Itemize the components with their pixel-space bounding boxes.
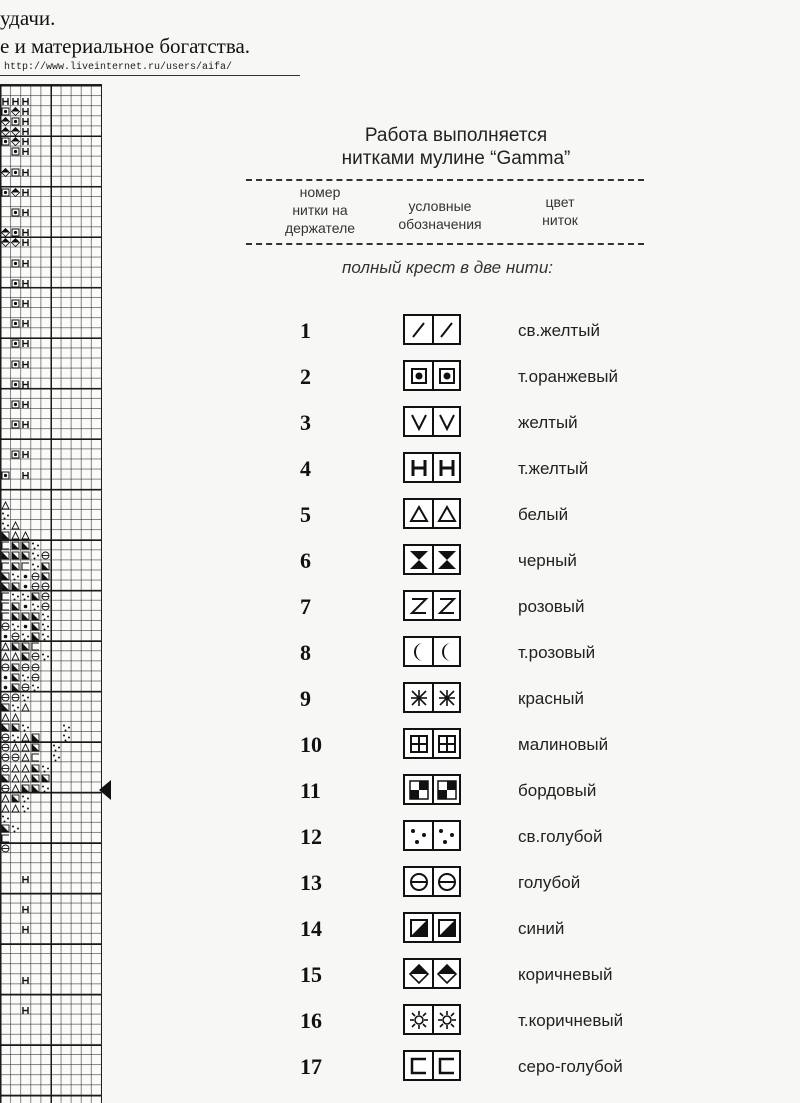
chart-symbol-ibeam bbox=[11, 97, 20, 106]
slash-icon bbox=[403, 314, 461, 345]
chart-symbol-triangle bbox=[11, 531, 20, 540]
chart-symbol-half-square bbox=[31, 784, 40, 793]
chart-symbol-diamond bbox=[11, 107, 20, 116]
legend-row bbox=[300, 360, 660, 394]
chart-symbol-dot-square bbox=[11, 339, 20, 348]
chart-symbol-theta bbox=[41, 602, 50, 611]
chart-symbol-ibeam bbox=[21, 875, 30, 884]
chart-symbol-half-square bbox=[31, 632, 40, 641]
chart-symbol-dots bbox=[41, 612, 50, 621]
chart-symbol-dots bbox=[21, 723, 30, 732]
chart-symbol-dots bbox=[31, 562, 40, 571]
chart-symbol-half-square bbox=[1, 551, 10, 560]
legend-row bbox=[300, 728, 660, 762]
chart-symbol-ibeam bbox=[21, 238, 30, 247]
chart-symbol-triangle bbox=[1, 804, 10, 813]
chart-symbol-theta bbox=[11, 693, 20, 702]
thread-number: 4 bbox=[300, 456, 311, 481]
crescent-icon bbox=[403, 636, 461, 667]
chart-symbol-ibeam bbox=[21, 259, 30, 268]
i-beam-icon bbox=[403, 452, 461, 483]
chart-symbol-dots bbox=[1, 511, 10, 520]
chart-symbol-half-square bbox=[31, 592, 40, 601]
chart-symbol-half-square bbox=[1, 703, 10, 712]
thread-number: 3 bbox=[300, 410, 311, 435]
chart-symbol-triangle bbox=[1, 652, 10, 661]
chart-symbol-dots bbox=[11, 824, 20, 833]
chart-symbol-dots bbox=[11, 592, 20, 601]
chart-symbol-half-square bbox=[11, 723, 20, 732]
chart-symbol-half-square bbox=[21, 551, 30, 560]
chart-symbol-dot-square bbox=[11, 168, 20, 177]
chart-symbol-ibeam bbox=[21, 905, 30, 914]
url-underline bbox=[0, 75, 300, 76]
chart-symbol-half-square bbox=[11, 541, 20, 550]
chart-symbol-dots bbox=[62, 723, 71, 732]
chart-symbol-dot-square bbox=[11, 400, 20, 409]
chart-symbol-ibeam bbox=[21, 208, 30, 217]
chart-symbol-ibeam bbox=[21, 400, 30, 409]
chart-symbol-triangle bbox=[21, 764, 30, 773]
chart-symbol-theta bbox=[41, 551, 50, 560]
chart-symbol-corner-box bbox=[1, 541, 10, 550]
thread-color-name: серо-голубой bbox=[518, 1057, 623, 1076]
chart-symbol-dots bbox=[21, 632, 30, 641]
chart-symbol-triangle bbox=[11, 652, 20, 661]
chart-symbol-bullet bbox=[21, 572, 30, 581]
chart-symbol-theta bbox=[31, 663, 40, 672]
chart-symbol-ibeam bbox=[21, 279, 30, 288]
chart-symbol-theta bbox=[21, 683, 30, 692]
chart-symbol-half-square bbox=[1, 723, 10, 732]
chart-symbol-theta bbox=[21, 663, 30, 672]
chart-symbol-ibeam bbox=[21, 319, 30, 328]
cross-stitch-chart-fragment bbox=[0, 84, 102, 1103]
chart-symbol-dots bbox=[1, 521, 10, 530]
chart-symbol-diamond bbox=[11, 238, 20, 247]
chart-symbol-triangle bbox=[21, 774, 30, 783]
column-header-color: цвет ниток bbox=[542, 194, 578, 228]
chart-symbol-theta bbox=[1, 663, 10, 672]
chart-symbol-half-square bbox=[11, 794, 20, 803]
chart-symbol-half-square bbox=[21, 642, 30, 651]
chart-symbol-ibeam bbox=[21, 299, 30, 308]
thread-color-name: розовый bbox=[518, 597, 585, 616]
thread-color-name: бордовый bbox=[518, 781, 597, 800]
chart-symbol-dot-square bbox=[1, 188, 10, 197]
legend-row bbox=[300, 866, 660, 900]
chart-symbol-corner-box bbox=[31, 642, 40, 651]
bracket-c-icon bbox=[403, 1050, 461, 1081]
chart-symbol-ibeam bbox=[21, 97, 30, 106]
chart-symbol-dot-square bbox=[11, 360, 20, 369]
thread-number: 8 bbox=[300, 640, 311, 665]
chart-symbol-dot-square bbox=[1, 137, 10, 146]
chart-symbol-dot-square bbox=[1, 107, 10, 116]
chart-symbol-ibeam bbox=[21, 1006, 30, 1015]
chart-symbol-half-square bbox=[11, 642, 20, 651]
chart-symbol-dot-square bbox=[11, 319, 20, 328]
thread-color-name: св.желтый bbox=[518, 321, 600, 340]
legend-row bbox=[300, 912, 660, 946]
chart-symbol-half-square bbox=[1, 824, 10, 833]
chart-symbol-dots bbox=[52, 743, 61, 752]
legend-row bbox=[300, 682, 660, 716]
thread-color-name: т.желтый bbox=[518, 459, 589, 478]
chart-symbol-bullet bbox=[21, 582, 30, 591]
chart-symbol-half-square bbox=[1, 774, 10, 783]
chart-symbol-dots bbox=[31, 541, 40, 550]
chart-symbol-theta bbox=[1, 622, 10, 631]
header-text-line-1: удачи. bbox=[0, 6, 56, 30]
thread-color-name: белый bbox=[518, 505, 569, 524]
chart-symbol-dots bbox=[31, 683, 40, 692]
chart-symbol-ibeam bbox=[21, 168, 30, 177]
chart-symbol-bullet bbox=[1, 673, 10, 682]
chart-symbol-dots bbox=[62, 733, 71, 742]
chart-symbol-half-square bbox=[41, 572, 50, 581]
z-shape-icon bbox=[403, 590, 461, 621]
thread-number: 5 bbox=[300, 502, 311, 527]
column-header-symbol: условные обозначения bbox=[398, 198, 482, 232]
chart-symbol-half-square bbox=[41, 562, 50, 571]
thread-number: 6 bbox=[300, 548, 311, 573]
triangle-outline-icon bbox=[403, 498, 461, 529]
chart-symbol-dots bbox=[11, 703, 20, 712]
chart-symbol-dot-square bbox=[11, 420, 20, 429]
chart-symbol-half-square bbox=[31, 764, 40, 773]
chart-symbol-ibeam bbox=[21, 147, 30, 156]
legend-row bbox=[300, 314, 660, 348]
chart-symbol-dots bbox=[11, 733, 20, 742]
chart-symbol-half-square bbox=[31, 743, 40, 752]
chart-symbol-ibeam bbox=[21, 339, 30, 348]
chart-symbol-half-square bbox=[1, 582, 10, 591]
thread-color-name: желтый bbox=[518, 413, 578, 432]
chart-symbol-dot-square bbox=[11, 279, 20, 288]
chart-symbol-dots bbox=[41, 764, 50, 773]
chart-symbol-corner-box bbox=[1, 602, 10, 611]
thread-color-name: синий bbox=[518, 919, 565, 938]
chart-symbol-corner-box bbox=[1, 834, 10, 843]
legend-row bbox=[300, 1004, 660, 1038]
chart-symbol-dots bbox=[41, 622, 50, 631]
chart-symbol-ibeam bbox=[21, 127, 30, 136]
legend-row bbox=[300, 1050, 660, 1084]
chart-symbol-theta bbox=[1, 753, 10, 762]
chart-symbol-half-square bbox=[21, 612, 30, 621]
chart-symbol-dots bbox=[21, 592, 30, 601]
checker-icon bbox=[403, 774, 461, 805]
chart-symbol-diamond bbox=[11, 127, 20, 136]
chart-symbol-triangle bbox=[1, 713, 10, 722]
chart-symbol-dots bbox=[21, 673, 30, 682]
chart-symbol-dots bbox=[21, 794, 30, 803]
chart-symbol-half-square bbox=[11, 612, 20, 621]
chart-symbol-triangle bbox=[21, 743, 30, 752]
chart-symbol-half-square bbox=[1, 531, 10, 540]
chart-symbol-dots bbox=[41, 652, 50, 661]
chart-symbol-triangle bbox=[1, 794, 10, 803]
thread-number: 12 bbox=[300, 824, 322, 849]
chart-symbol-triangle bbox=[21, 703, 30, 712]
chart-symbol-ibeam bbox=[21, 471, 30, 480]
thread-number: 14 bbox=[300, 916, 322, 941]
thread-color-name: св.голубой bbox=[518, 827, 603, 846]
chart-symbol-corner-box bbox=[21, 562, 30, 571]
thread-color-name: малиновый bbox=[518, 735, 609, 754]
chart-symbol-ibeam bbox=[21, 380, 30, 389]
chart-symbol-dots bbox=[11, 572, 20, 581]
chart-symbol-half-square bbox=[31, 622, 40, 631]
dashed-divider-bottom bbox=[246, 243, 644, 245]
chart-symbol-half-square bbox=[11, 582, 20, 591]
chart-symbol-dots bbox=[11, 622, 20, 631]
half-filled-square-icon bbox=[403, 912, 461, 943]
thread-color-name: т.коричневый bbox=[518, 1011, 624, 1030]
thread-number: 16 bbox=[300, 1008, 322, 1033]
chart-symbol-triangle bbox=[21, 733, 30, 742]
chart-symbol-theta bbox=[1, 784, 10, 793]
chart-symbol-half-square bbox=[21, 784, 30, 793]
three-dots-icon bbox=[403, 820, 461, 851]
chart-symbol-bullet bbox=[21, 622, 30, 631]
chart-symbol-half-square bbox=[11, 551, 20, 560]
chart-symbol-triangle bbox=[11, 774, 20, 783]
chart-symbol-triangle bbox=[1, 501, 10, 510]
chart-symbol-half-square bbox=[41, 774, 50, 783]
chart-symbol-triangle bbox=[11, 804, 20, 813]
chart-symbol-corner-box bbox=[1, 612, 10, 621]
chart-symbol-dots bbox=[31, 602, 40, 611]
chart-symbol-triangle bbox=[11, 743, 20, 752]
chart-symbol-ibeam bbox=[21, 228, 30, 237]
chart-symbol-diamond bbox=[1, 117, 10, 126]
thread-number: 15 bbox=[300, 962, 322, 987]
thread-color-name: т.розовый bbox=[518, 643, 596, 662]
chart-symbol-triangle bbox=[11, 784, 20, 793]
thread-number: 7 bbox=[300, 594, 311, 619]
legend-row bbox=[300, 958, 660, 992]
legend-title-line-1: Работа выполняется bbox=[364, 125, 548, 146]
chart-symbol-corner-box bbox=[31, 753, 40, 762]
chart-symbol-half-square bbox=[31, 733, 40, 742]
chart-symbol-triangle bbox=[11, 521, 20, 530]
thread-color-name: черный bbox=[518, 551, 577, 570]
chart-symbol-dots bbox=[41, 632, 50, 641]
chart-symbol-dots bbox=[41, 784, 50, 793]
chart-symbol-ibeam bbox=[21, 976, 30, 985]
window-icon bbox=[403, 728, 461, 759]
chart-symbol-ibeam bbox=[21, 117, 30, 126]
dot-in-square-icon bbox=[403, 360, 461, 391]
legend-subtitle: полный крест в две нити: bbox=[341, 258, 553, 277]
chart-symbol-half-square bbox=[21, 652, 30, 661]
chart-symbol-corner-box bbox=[1, 592, 10, 601]
chart-symbol-dots bbox=[21, 693, 30, 702]
chart-symbol-theta bbox=[11, 753, 20, 762]
chart-symbol-theta bbox=[1, 693, 10, 702]
chart-symbol-diamond bbox=[1, 238, 10, 247]
legend-row bbox=[300, 452, 660, 486]
chart-symbol-dot-square bbox=[11, 147, 20, 156]
legend-row bbox=[300, 820, 660, 854]
legend-title-line-2: нитками мулине “Gamma” bbox=[341, 148, 571, 169]
chart-symbol-triangle bbox=[21, 531, 30, 540]
chart-symbol-diamond bbox=[1, 168, 10, 177]
chart-symbol-half-square bbox=[11, 602, 20, 611]
chart-symbol-theta bbox=[31, 572, 40, 581]
chart-symbol-theta bbox=[1, 764, 10, 773]
chart-symbol-bullet bbox=[1, 683, 10, 692]
chart-symbol-half-square bbox=[11, 673, 20, 682]
chart-symbol-diamond bbox=[1, 228, 10, 237]
chart-symbol-diamond bbox=[1, 127, 10, 136]
chart-symbol-theta bbox=[31, 652, 40, 661]
legend-row bbox=[300, 636, 660, 670]
thread-number: 17 bbox=[300, 1054, 322, 1079]
chart-symbol-theta bbox=[41, 592, 50, 601]
chart-symbol-half-square bbox=[31, 774, 40, 783]
legend-row bbox=[300, 590, 660, 624]
chart-symbol-ibeam bbox=[21, 137, 30, 146]
hourglass-icon bbox=[403, 544, 461, 575]
chart-symbol-triangle bbox=[21, 753, 30, 762]
thread-color-name: голубой bbox=[518, 873, 581, 892]
chart-symbol-half-square bbox=[21, 541, 30, 550]
chart-symbol-dot-square bbox=[11, 299, 20, 308]
chart-symbol-dot-square bbox=[11, 259, 20, 268]
chart-symbol-dot-square bbox=[11, 228, 20, 237]
theta-icon bbox=[403, 866, 461, 897]
thread-number: 2 bbox=[300, 364, 311, 389]
chart-symbol-ibeam bbox=[21, 188, 30, 197]
chart-symbol-triangle bbox=[11, 764, 20, 773]
thread-number: 10 bbox=[300, 732, 322, 757]
chart-symbol-dot-square bbox=[11, 450, 20, 459]
chart-symbol-ibeam bbox=[1, 97, 10, 106]
chart-symbol-theta bbox=[1, 844, 10, 853]
sun-icon bbox=[403, 1004, 461, 1035]
legend-row bbox=[300, 498, 660, 532]
chart-symbol-dots bbox=[21, 804, 30, 813]
source-url: http://www.liveinternet.ru/users/aifa/ bbox=[4, 62, 233, 73]
chart-symbol-half-square bbox=[11, 663, 20, 672]
chart-symbol-dots bbox=[52, 753, 61, 762]
thread-color-name: красный bbox=[518, 689, 584, 708]
chart-symbol-bullet bbox=[1, 632, 10, 641]
chart-symbol-ibeam bbox=[21, 360, 30, 369]
chart-symbol-ibeam bbox=[21, 107, 30, 116]
chart-symbol-dot-square bbox=[11, 380, 20, 389]
header-text-line-2: е и материальное богатства. bbox=[0, 34, 251, 58]
legend-row bbox=[300, 774, 660, 808]
chart-symbol-theta bbox=[1, 733, 10, 742]
diamond-half-icon bbox=[403, 958, 461, 989]
chart-symbol-half-square bbox=[11, 683, 20, 692]
chart-symbol-corner-box bbox=[1, 562, 10, 571]
chart-symbol-theta bbox=[31, 673, 40, 682]
chart-symbol-dot-square bbox=[11, 117, 20, 126]
chart-symbol-theta bbox=[41, 582, 50, 591]
chart-symbol-half-square bbox=[31, 612, 40, 621]
chart-symbol-dot-square bbox=[11, 208, 20, 217]
chart-symbol-triangle bbox=[11, 713, 20, 722]
thread-number: 13 bbox=[300, 870, 322, 895]
thread-number: 1 bbox=[300, 318, 311, 343]
snowflake-icon bbox=[403, 682, 461, 713]
chart-symbol-dots bbox=[1, 814, 10, 823]
chart-symbol-ibeam bbox=[21, 420, 30, 429]
thread-number: 9 bbox=[300, 686, 311, 711]
chart-symbol-ibeam bbox=[21, 450, 30, 459]
chart-symbol-half-square bbox=[11, 562, 20, 571]
chart-symbol-triangle bbox=[1, 642, 10, 651]
chart-symbol-ibeam bbox=[21, 925, 30, 934]
dashed-divider-top bbox=[246, 179, 644, 181]
chart-symbol-diamond bbox=[11, 137, 20, 146]
chart-symbol-half-square bbox=[1, 572, 10, 581]
chart-symbol-theta bbox=[1, 743, 10, 752]
chart-symbol-dot-square bbox=[1, 471, 10, 480]
legend-row bbox=[300, 406, 660, 440]
chart-symbol-theta bbox=[11, 632, 20, 641]
chart-symbol-bullet bbox=[21, 602, 30, 611]
v-shape-icon bbox=[403, 406, 461, 437]
thread-number: 11 bbox=[300, 778, 321, 803]
thread-color-name: т.оранжевый bbox=[518, 367, 618, 386]
thread-color-name: коричневый bbox=[518, 965, 613, 984]
column-header-thread-number: номер нитки на держателе bbox=[284, 184, 356, 236]
center-marker-arrow-icon bbox=[99, 780, 111, 800]
legend-row bbox=[300, 544, 660, 578]
chart-symbol-theta bbox=[31, 582, 40, 591]
chart-symbol-dots bbox=[31, 551, 40, 560]
chart-symbol-diamond bbox=[11, 188, 20, 197]
